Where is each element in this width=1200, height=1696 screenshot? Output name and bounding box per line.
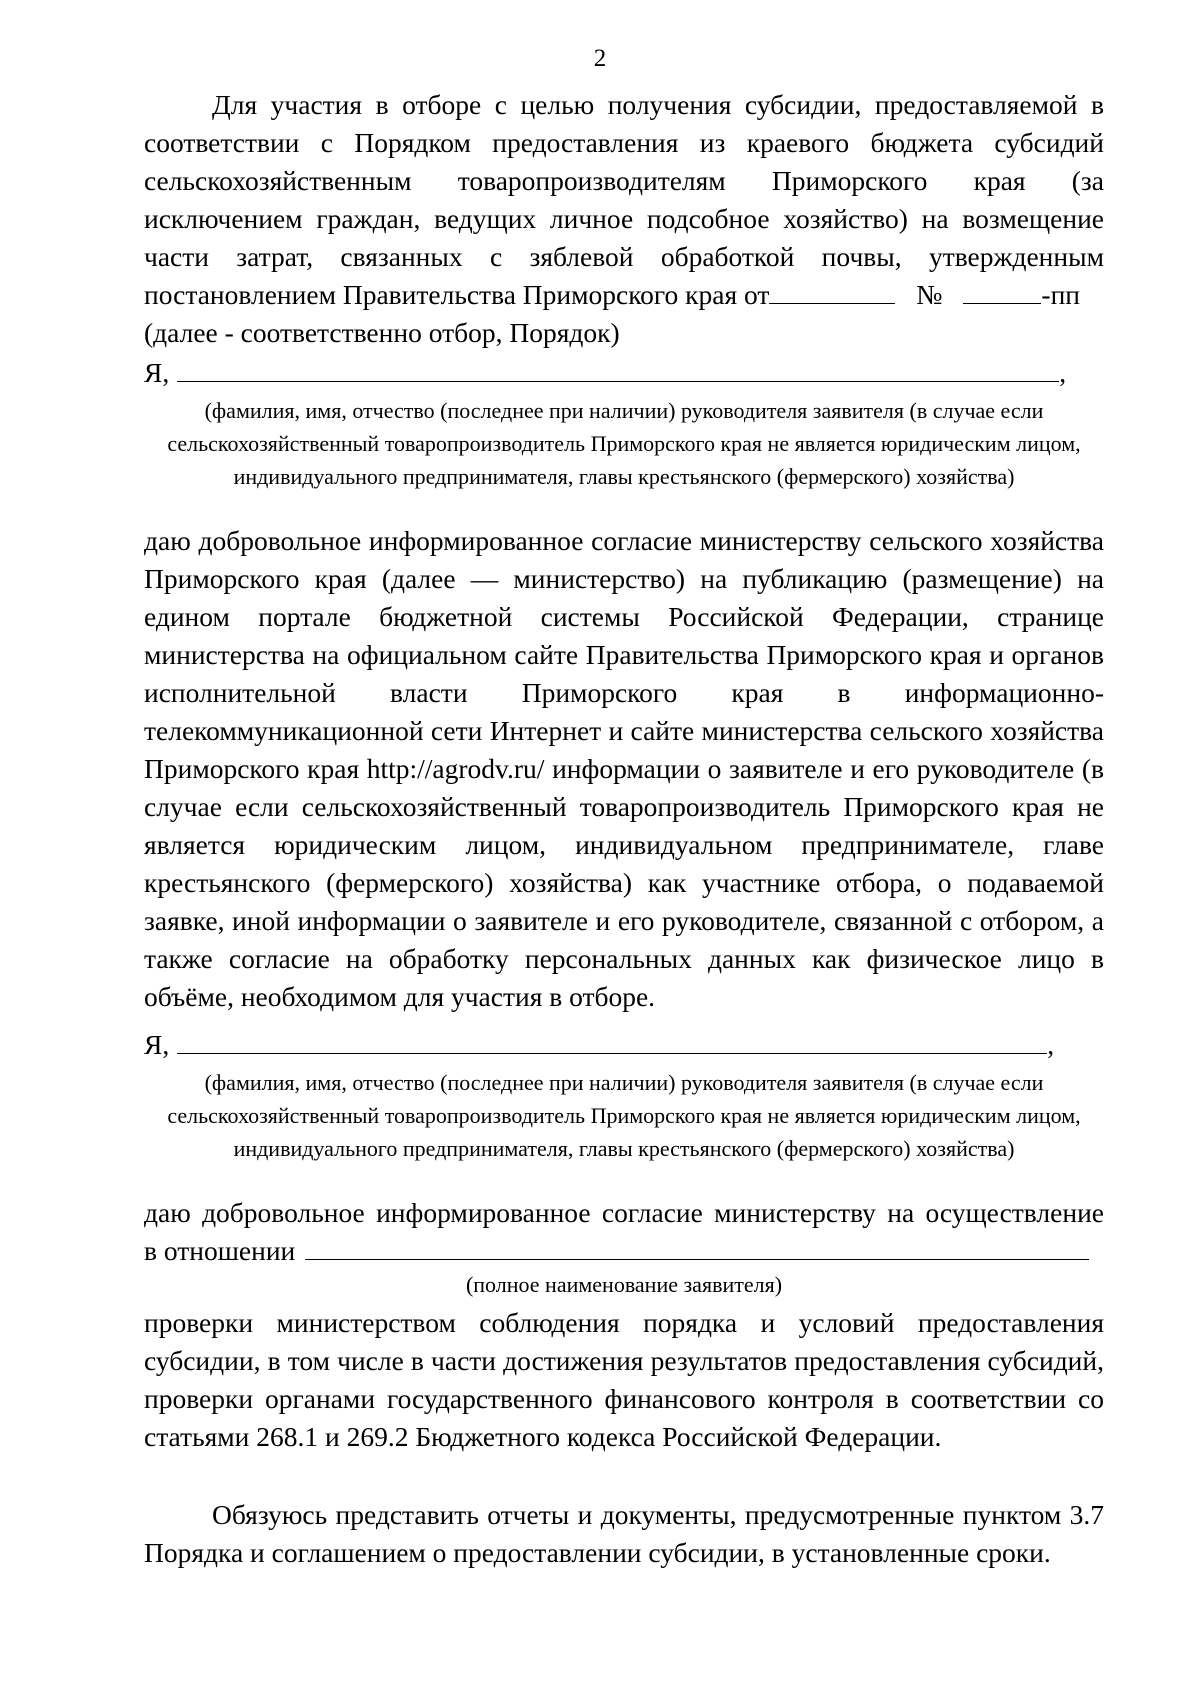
intro-line-7: (далее - соответственно отбор, Порядок) bbox=[144, 317, 620, 348]
applicant-caption: (полное наименование заявителя) bbox=[465, 1272, 783, 1297]
consent2-line-1: даю добровольное информированное согласие министерству на осуществление bbox=[144, 1197, 1104, 1228]
consent2-body: проверки министерством соблюдения порядка и условий предоставления субсидии, в том числе в части достижения результатов предоставления субсидий, проверки органами государственного финансового контроля в соответствии со статьями 268.1 и 269.2 Бюджетного кодекса Российской Федерации. bbox=[144, 1307, 1104, 1452]
intro-line-3: сельскохозяйственным товаропроизводителям Приморского края (за bbox=[144, 165, 1104, 196]
signer2-name-field[interactable] bbox=[177, 1027, 1047, 1054]
intro-line-6 bbox=[144, 276, 1104, 314]
intro-line-5: части затрат, связанных с зяблевой обработкой почвы, утвержденным bbox=[144, 241, 1104, 272]
consent2-prefix: в отношении bbox=[144, 1235, 296, 1266]
resolution-date-field[interactable] bbox=[769, 279, 895, 304]
signer2-prefix: Я, bbox=[144, 1029, 170, 1060]
applicant-name-field[interactable] bbox=[305, 1233, 1089, 1260]
consent1-paragraph: даю добровольное информированное согласие министерству сельского хозяйства Приморского края (далее — министерство) на публикацию (размещение) на едином портале бюджетной системы Российской Федерации, странице министерства на официальном сайте Правительства Приморского края и органов исполнительной власти Приморского края в информационно-телекоммуникационной сети Интернет и сайте министерства сельского хозяйства Приморского края http://agrodv.ru/ информации о заявителе и его руководителе (в случае если сельскохозяйственный товаропроизводитель Приморского края не является юридическим лицом, индивидуальном предпринимателе, главе крестьянского (фермерского) хозяйства) как участнике отбора, о подаваемой заявке, иной информации о заявителе и его руководителе, связанной с отбором, а также согласие на обработку персональных данных как физическое лицо в объёме, необходимом для участия в отборе. bbox=[144, 525, 1104, 1012]
obligation-paragraph: Обязуюсь представить отчеты и документы, предусмотренные пунктом 3.7 Порядка и соглашением о предоставлении субсидии, в установленные сроки. bbox=[144, 1499, 1104, 1568]
page-number: 2 bbox=[593, 45, 607, 72]
intro-line-2: соответствии с Порядком предоставления из краевого бюджета субсидий bbox=[144, 127, 1104, 158]
consent2-line-2 bbox=[144, 1232, 1089, 1270]
signer1-prefix: Я, bbox=[144, 357, 170, 388]
signer2-suffix: , bbox=[1047, 1029, 1055, 1060]
signer1-suffix: , bbox=[1059, 357, 1067, 388]
number-sign: № bbox=[916, 279, 943, 310]
signer1-caption: (фамилия, имя, отчество (последнее при наличии) руководителя заявителя (в случае если сельскохозяйственный товаропроизводитель Приморского края не является юридическим лицом, индивидуального предпринимателя, главы крестьянского (фермерского) хозяйства) bbox=[167, 398, 1081, 489]
signer1-name-field[interactable] bbox=[177, 355, 1059, 382]
resolution-number-field[interactable] bbox=[963, 279, 1041, 304]
signer2-line bbox=[144, 1026, 1054, 1064]
signer2-caption: (фамилия, имя, отчество (последнее при наличии) руководителя заявителя (в случае если сельскохозяйственный товаропроизводитель Приморского края не является юридическим лицом, индивидуального предпринимателя, главы крестьянского (фермерского) хозяйства) bbox=[167, 1070, 1081, 1161]
intro-line-4: исключением граждан, ведущих личное подсобное хозяйство) на возмещение bbox=[144, 203, 1104, 234]
signer1-line bbox=[144, 354, 1066, 392]
intro-line-1: Для участия в отборе с целью получения субсидии, предоставляемой в bbox=[212, 89, 1104, 120]
resolution-text: постановлением Правительства Приморского края от bbox=[144, 279, 770, 310]
resolution-suffix: -пп bbox=[1041, 279, 1080, 310]
